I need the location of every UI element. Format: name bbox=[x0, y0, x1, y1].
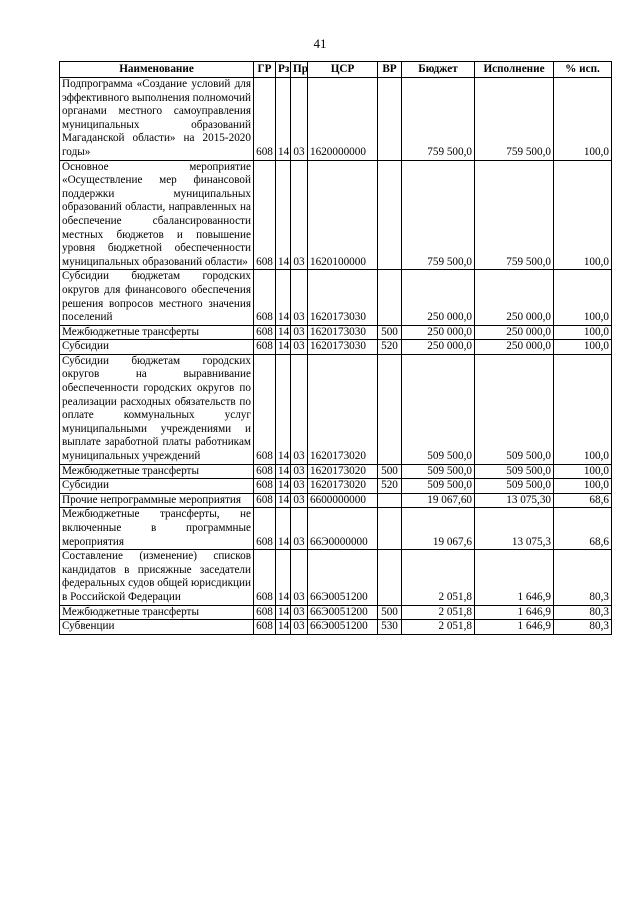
cell-rz: 14 bbox=[276, 550, 291, 605]
cell-percent: 100,0 bbox=[554, 160, 612, 270]
header-csr: ЦСР bbox=[308, 62, 378, 78]
cell-gr: 608 bbox=[254, 325, 276, 340]
cell-csr: 6600000000 bbox=[308, 493, 378, 508]
cell-name: Составление (изменение) списков кандидатов в присяжные заседатели федеральных судов общей юрисдикции в Российской Федерации bbox=[60, 550, 254, 605]
cell-execution: 509 500,0 bbox=[475, 354, 554, 464]
cell-percent: 80,3 bbox=[554, 620, 612, 635]
cell-execution: 509 500,0 bbox=[475, 479, 554, 494]
cell-csr: 66Э0051200 bbox=[308, 620, 378, 635]
cell-execution: 759 500,0 bbox=[475, 160, 554, 270]
cell-vr: 500 bbox=[378, 464, 402, 479]
cell-csr: 1620173020 bbox=[308, 464, 378, 479]
cell-percent: 80,3 bbox=[554, 550, 612, 605]
cell-percent: 100,0 bbox=[554, 270, 612, 325]
cell-rz: 14 bbox=[276, 508, 291, 550]
header-vr: ВР bbox=[378, 62, 402, 78]
cell-vr: 520 bbox=[378, 479, 402, 494]
table-row bbox=[60, 508, 612, 550]
cell-name: Субсидии bbox=[60, 479, 254, 494]
header-pr: Пр bbox=[291, 62, 308, 78]
header-execution: Исполнение bbox=[475, 62, 554, 78]
cell-budget: 759 500,0 bbox=[402, 160, 475, 270]
header-percent: % исп. bbox=[554, 62, 612, 78]
cell-name: Субсидии bbox=[60, 340, 254, 355]
table-row bbox=[60, 464, 612, 479]
cell-gr: 608 bbox=[254, 550, 276, 605]
cell-vr: 530 bbox=[378, 620, 402, 635]
cell-csr: 66Э0051200 bbox=[308, 550, 378, 605]
cell-vr: 500 bbox=[378, 325, 402, 340]
cell-gr: 608 bbox=[254, 479, 276, 494]
cell-rz: 14 bbox=[276, 605, 291, 620]
cell-pr: 03 bbox=[291, 620, 308, 635]
cell-budget: 2 051,8 bbox=[402, 605, 475, 620]
cell-csr: 1620000000 bbox=[308, 78, 378, 161]
cell-percent: 100,0 bbox=[554, 340, 612, 355]
cell-pr: 03 bbox=[291, 78, 308, 161]
cell-pr: 03 bbox=[291, 270, 308, 325]
cell-budget: 250 000,0 bbox=[402, 325, 475, 340]
cell-percent: 100,0 bbox=[554, 354, 612, 464]
cell-csr: 1620100000 bbox=[308, 160, 378, 270]
cell-percent: 100,0 bbox=[554, 325, 612, 340]
cell-csr: 66Э0051200 bbox=[308, 605, 378, 620]
header-name: Наименование bbox=[60, 62, 254, 78]
table-row bbox=[60, 493, 612, 508]
cell-execution: 250 000,0 bbox=[475, 340, 554, 355]
cell-name: Подпрограмма «Создание условий для эффективного выполнения полномочий органами местного самоуправления муниципальных образований Магаданской области» на 2015-2020 годы» bbox=[60, 78, 254, 161]
cell-percent: 68,6 bbox=[554, 508, 612, 550]
cell-gr: 608 bbox=[254, 508, 276, 550]
cell-vr: 520 bbox=[378, 340, 402, 355]
cell-pr: 03 bbox=[291, 479, 308, 494]
cell-gr: 608 bbox=[254, 340, 276, 355]
budget-execution-table bbox=[59, 61, 612, 635]
cell-name: Межбюджетные трансферты bbox=[60, 464, 254, 479]
cell-pr: 03 bbox=[291, 605, 308, 620]
cell-csr: 1620173030 bbox=[308, 325, 378, 340]
cell-name: Межбюджетные трансферты bbox=[60, 605, 254, 620]
cell-execution: 250 000,0 bbox=[475, 270, 554, 325]
cell-execution: 13 075,30 bbox=[475, 493, 554, 508]
cell-rz: 14 bbox=[276, 354, 291, 464]
table-row bbox=[60, 550, 612, 605]
cell-vr bbox=[378, 160, 402, 270]
table-row bbox=[60, 270, 612, 325]
cell-budget: 250 000,0 bbox=[402, 340, 475, 355]
cell-budget: 2 051,8 bbox=[402, 550, 475, 605]
cell-rz: 14 bbox=[276, 325, 291, 340]
cell-csr: 1620173020 bbox=[308, 479, 378, 494]
table-row bbox=[60, 605, 612, 620]
cell-pr: 03 bbox=[291, 464, 308, 479]
cell-pr: 03 bbox=[291, 508, 308, 550]
cell-rz: 14 bbox=[276, 479, 291, 494]
cell-gr: 608 bbox=[254, 270, 276, 325]
cell-vr bbox=[378, 270, 402, 325]
cell-gr: 608 bbox=[254, 620, 276, 635]
cell-percent: 100,0 bbox=[554, 479, 612, 494]
cell-execution: 250 000,0 bbox=[475, 325, 554, 340]
cell-budget: 509 500,0 bbox=[402, 354, 475, 464]
cell-budget: 509 500,0 bbox=[402, 464, 475, 479]
cell-pr: 03 bbox=[291, 160, 308, 270]
cell-pr: 03 bbox=[291, 325, 308, 340]
cell-gr: 608 bbox=[254, 493, 276, 508]
cell-name: Субсидии бюджетам городских округов для финансового обеспечения решения вопросов местного значения поселений bbox=[60, 270, 254, 325]
cell-name: Субсидии бюджетам городских округов на выравнивание обеспеченности городских округов по реализации расходных обязательств по оплате коммунальных услуг муниципальными учреждениями и выплате заработной платы работникам муниципальных учреждений bbox=[60, 354, 254, 464]
cell-name: Субвенции bbox=[60, 620, 254, 635]
cell-percent: 100,0 bbox=[554, 78, 612, 161]
cell-rz: 14 bbox=[276, 464, 291, 479]
cell-csr: 66Э0000000 bbox=[308, 508, 378, 550]
cell-execution: 1 646,9 bbox=[475, 550, 554, 605]
cell-gr: 608 bbox=[254, 354, 276, 464]
cell-execution: 759 500,0 bbox=[475, 78, 554, 161]
cell-execution: 1 646,9 bbox=[475, 620, 554, 635]
cell-execution: 509 500,0 bbox=[475, 464, 554, 479]
cell-budget: 509 500,0 bbox=[402, 479, 475, 494]
cell-vr bbox=[378, 354, 402, 464]
cell-execution: 13 075,3 bbox=[475, 508, 554, 550]
cell-rz: 14 bbox=[276, 78, 291, 161]
cell-budget: 759 500,0 bbox=[402, 78, 475, 161]
cell-rz: 14 bbox=[276, 270, 291, 325]
cell-csr: 1620173030 bbox=[308, 340, 378, 355]
cell-pr: 03 bbox=[291, 354, 308, 464]
cell-rz: 14 bbox=[276, 493, 291, 508]
cell-percent: 68,6 bbox=[554, 493, 612, 508]
cell-name: Межбюджетные трансферты bbox=[60, 325, 254, 340]
cell-gr: 608 bbox=[254, 160, 276, 270]
cell-pr: 03 bbox=[291, 493, 308, 508]
cell-execution: 1 646,9 bbox=[475, 605, 554, 620]
cell-gr: 608 bbox=[254, 464, 276, 479]
header-rz: Рз bbox=[276, 62, 291, 78]
table-body bbox=[60, 78, 612, 635]
cell-rz: 14 bbox=[276, 340, 291, 355]
table-row bbox=[60, 354, 612, 464]
cell-csr: 1620173020 bbox=[308, 354, 378, 464]
cell-budget: 250 000,0 bbox=[402, 270, 475, 325]
cell-rz: 14 bbox=[276, 160, 291, 270]
cell-gr: 608 bbox=[254, 605, 276, 620]
cell-name: Прочие непрограммные мероприятия bbox=[60, 493, 254, 508]
table-header-row bbox=[60, 62, 612, 78]
cell-vr bbox=[378, 78, 402, 161]
table-row bbox=[60, 325, 612, 340]
cell-percent: 80,3 bbox=[554, 605, 612, 620]
table-row bbox=[60, 340, 612, 355]
page-number: 41 bbox=[313, 36, 327, 51]
header-gr: ГР bbox=[254, 62, 276, 78]
cell-name: Межбюджетные трансферты, не включенные в программные мероприятия bbox=[60, 508, 254, 550]
cell-pr: 03 bbox=[291, 340, 308, 355]
cell-vr bbox=[378, 493, 402, 508]
cell-budget: 2 051,8 bbox=[402, 620, 475, 635]
table-row bbox=[60, 620, 612, 635]
cell-gr: 608 bbox=[254, 78, 276, 161]
header-budget: Бюджет bbox=[402, 62, 475, 78]
cell-percent: 100,0 bbox=[554, 464, 612, 479]
table-row bbox=[60, 78, 612, 161]
cell-name: Основное мероприятие «Осуществление мер финансовой поддержки муниципальных образований области, направленных на обеспечение сбалансированности местных бюджетов и повышение уровня бюджетной обеспеченности муниципальных образований области» bbox=[60, 160, 254, 270]
cell-vr bbox=[378, 550, 402, 605]
cell-pr: 03 bbox=[291, 550, 308, 605]
table-row bbox=[60, 479, 612, 494]
cell-budget: 19 067,6 bbox=[402, 508, 475, 550]
table-row bbox=[60, 160, 612, 270]
cell-vr: 500 bbox=[378, 605, 402, 620]
cell-csr: 1620173030 bbox=[308, 270, 378, 325]
cell-budget: 19 067,60 bbox=[402, 493, 475, 508]
cell-rz: 14 bbox=[276, 620, 291, 635]
cell-vr bbox=[378, 508, 402, 550]
